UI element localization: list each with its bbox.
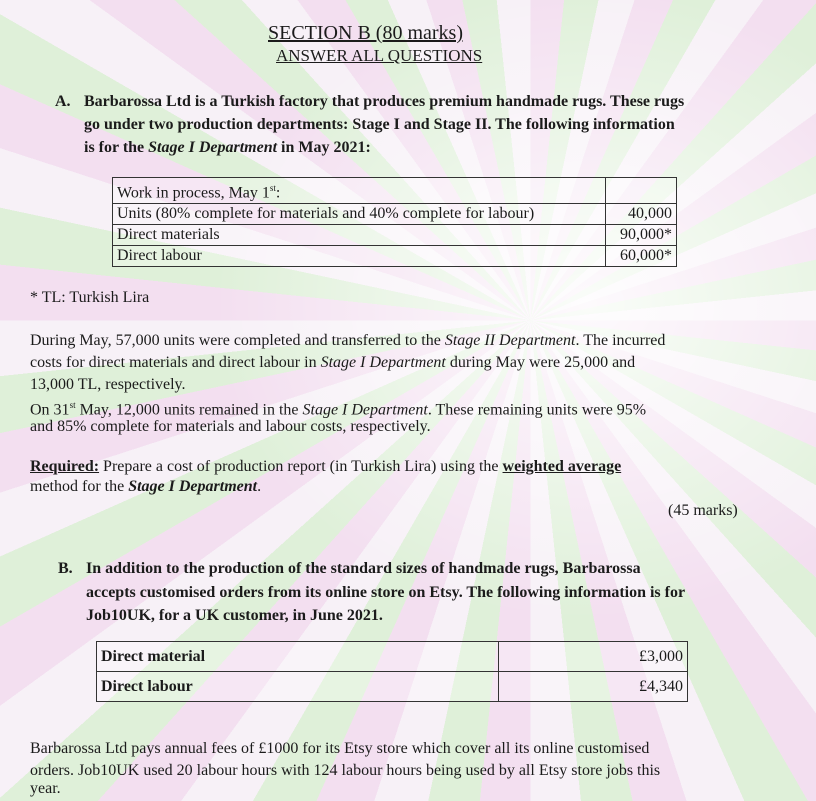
section-subtitle: ANSWER ALL QUESTIONS — [276, 46, 483, 65]
table-cell — [113, 178, 606, 204]
table-cell: Direct labour — [97, 672, 499, 702]
job-cost-table — [96, 641, 688, 702]
text-run: Prepare a cost of production report (in Turkish Lira) using the — [99, 458, 503, 475]
dept-name: Stage II Department — [444, 332, 576, 349]
dept-name: Stage I Department — [302, 401, 428, 419]
paragraph-line — [30, 330, 665, 352]
table-cell: £3,000 — [499, 642, 688, 672]
table-cell — [606, 178, 677, 204]
table-row — [97, 642, 688, 672]
text-run: during May were 25,000 and — [445, 354, 636, 371]
dept-name: Stage I Department — [148, 139, 278, 156]
section-title: SECTION B (80 marks) — [268, 22, 463, 44]
table-cell: 90,000* — [606, 225, 677, 246]
text-run: is for the — [84, 139, 149, 156]
marks-label: (45 marks) — [668, 502, 738, 519]
required-label: Required: — [30, 458, 100, 475]
paragraph-line: orders. Job10UK used 20 labour hours with 124 labour hours being used by all Etsy store jobs this — [30, 762, 661, 779]
table-row — [113, 225, 677, 246]
question-b-line1: In addition to the production of the standard sizes of handmade rugs, Barbarossa — [86, 560, 641, 577]
required-line — [30, 476, 261, 498]
superscript: st — [69, 400, 76, 410]
paragraph-line — [30, 352, 635, 374]
dept-name: Stage I Department — [128, 478, 258, 495]
question-a-line1: Barbarossa Ltd is a Turkish factory that produces premium handmade rugs. These rugs — [84, 93, 685, 110]
question-a-line3 — [84, 137, 371, 159]
table-row — [113, 204, 677, 225]
text-run: May, 12,000 units remained in the — [75, 401, 303, 419]
question-b-label: B. — [58, 560, 73, 577]
table-cell: Direct material — [97, 642, 499, 672]
table-row — [113, 246, 677, 267]
question-a-line2: go under two production departments: Stage I and Stage II. The following information — [84, 116, 675, 133]
question-a-label: A. — [55, 93, 71, 110]
table-cell: £4,340 — [499, 672, 688, 702]
paragraph-line: 13,000 TL, respectively. — [30, 376, 186, 393]
cell-colon: : — [275, 184, 281, 202]
text-run: method for the — [30, 478, 129, 495]
stage1-wip-table — [112, 177, 677, 267]
text-run: During May, 57,000 units were completed and transferred to the — [30, 332, 445, 349]
footnote: * TL: Turkish Lira — [30, 289, 150, 306]
question-b-line2: accepts customised orders from its online store on Etsy. The following information is for — [86, 584, 686, 601]
cell-label: Work in process, May 1 — [117, 184, 270, 202]
text-run: . These remaining units were 95% — [427, 401, 647, 419]
dept-name: Stage I Department — [320, 354, 446, 371]
table-cell: Direct materials — [113, 225, 606, 246]
superscript: st — [269, 183, 276, 193]
question-b-line3: Job10UK, for a UK customer, in June 2021. — [86, 607, 383, 624]
table-cell: Direct labour — [113, 246, 606, 267]
paragraph-line: and 85% complete for materials and labour costs, respectively. — [30, 418, 431, 435]
text-run: in May 2021: — [277, 139, 371, 156]
table-row — [113, 178, 677, 204]
paragraph-line: Barbarossa Ltd pays annual fees of £1000 for its Etsy store which cover all its online customised — [30, 740, 650, 757]
required-line — [30, 456, 621, 478]
paragraph-line: year. — [30, 780, 61, 797]
text-run: . The incurred — [575, 332, 666, 349]
text-run: On 31 — [30, 401, 70, 419]
text-run: . — [257, 478, 262, 495]
table-row — [97, 672, 688, 702]
method-name: weighted average — [502, 458, 622, 475]
table-cell: 60,000* — [606, 246, 677, 267]
table-cell: 40,000 — [606, 204, 677, 225]
text-run: costs for direct materials and direct labour in — [30, 354, 321, 371]
table-cell: Units (80% complete for materials and 40% complete for labour) — [113, 204, 606, 225]
